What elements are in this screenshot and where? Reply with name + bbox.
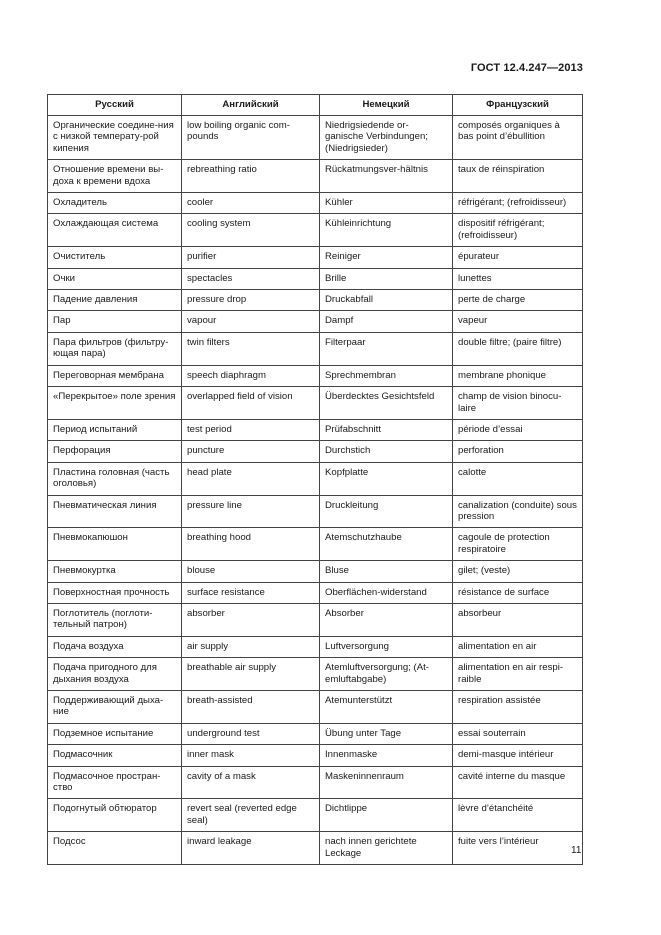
- table-row: [48, 116, 583, 160]
- term-russian: Подача воздуха: [48, 636, 182, 657]
- term-german: Kühleinrichtung: [320, 214, 453, 247]
- term-english: speech diaphragm: [182, 365, 320, 386]
- term-english: spectacles: [182, 268, 320, 289]
- term-french: gilet; (veste): [453, 561, 583, 582]
- table-row: [48, 419, 583, 440]
- table-row: [48, 766, 583, 799]
- term-german: Kühler: [320, 193, 453, 214]
- term-english: air supply: [182, 636, 320, 657]
- term-german: Dampf: [320, 311, 453, 332]
- term-french: lèvre d’étanchéité: [453, 799, 583, 832]
- term-english: cooler: [182, 193, 320, 214]
- column-header-german: Немецкий: [320, 95, 453, 116]
- table-row: [48, 193, 583, 214]
- table-row: [48, 495, 583, 528]
- term-french: lunettes: [453, 268, 583, 289]
- term-french: résistance de surface: [453, 582, 583, 603]
- term-russian: Подача пригодного для дыхания воздуха: [48, 658, 182, 691]
- term-english: purifier: [182, 247, 320, 268]
- table-body: [48, 116, 583, 865]
- term-english: cooling system: [182, 214, 320, 247]
- column-header-russian: Русский: [48, 95, 182, 116]
- term-english: cavity of a mask: [182, 766, 320, 799]
- term-russian: «Перекрытое» поле зрения: [48, 387, 182, 420]
- term-english: absorber: [182, 603, 320, 636]
- table-row: [48, 561, 583, 582]
- term-german: nach innen gerichtete Leckage: [320, 832, 453, 865]
- term-english: breath-assisted: [182, 691, 320, 724]
- term-russian: Поверхностная прочность: [48, 582, 182, 603]
- term-russian: Падение давления: [48, 290, 182, 311]
- table-header-row: [48, 95, 583, 116]
- term-german: Sprechmembran: [320, 365, 453, 386]
- term-french: canalization (conduite) sous pression: [453, 495, 583, 528]
- term-english: blouse: [182, 561, 320, 582]
- term-english: test period: [182, 419, 320, 440]
- term-russian: Пневмокапюшон: [48, 528, 182, 561]
- term-german: Brille: [320, 268, 453, 289]
- term-russian: Подмасочник: [48, 745, 182, 766]
- term-russian: Очиститель: [48, 247, 182, 268]
- term-russian: Пневматическая линия: [48, 495, 182, 528]
- term-german: Reiniger: [320, 247, 453, 268]
- term-french: calotte: [453, 462, 583, 495]
- table-row: [48, 745, 583, 766]
- term-english: vapour: [182, 311, 320, 332]
- term-french: épurateur: [453, 247, 583, 268]
- table-row: [48, 832, 583, 865]
- term-german: Atemschutzhaube: [320, 528, 453, 561]
- term-english: overlapped field of vision: [182, 387, 320, 420]
- table-row: [48, 311, 583, 332]
- term-french: vapeur: [453, 311, 583, 332]
- table-row: [48, 799, 583, 832]
- term-english: rebreathing ratio: [182, 160, 320, 193]
- term-russian: Период испытаний: [48, 419, 182, 440]
- term-french: alimentation en air respi-raible: [453, 658, 583, 691]
- term-english: head plate: [182, 462, 320, 495]
- term-russian: Отношение времени вы-доха к времени вдоха: [48, 160, 182, 193]
- term-russian: Охладитель: [48, 193, 182, 214]
- term-english: puncture: [182, 441, 320, 462]
- term-german: Durchstich: [320, 441, 453, 462]
- table-row: [48, 441, 583, 462]
- term-german: Rückatmungsver-hältnis: [320, 160, 453, 193]
- term-french: fuite vers l’intérieur: [453, 832, 583, 865]
- term-russian: Охлаждающая система: [48, 214, 182, 247]
- term-german: Überdecktes Gesichtsfeld: [320, 387, 453, 420]
- term-english: underground test: [182, 723, 320, 744]
- term-french: champ de vision binocu-laire: [453, 387, 583, 420]
- term-russian: Подогнутый обтюратор: [48, 799, 182, 832]
- table-row: [48, 365, 583, 386]
- term-english: inner mask: [182, 745, 320, 766]
- term-french: alimentation en air: [453, 636, 583, 657]
- term-russian: Пластина головная (часть оголовья): [48, 462, 182, 495]
- term-english: pressure line: [182, 495, 320, 528]
- term-french: composés organiques à bas point d’ébullition: [453, 116, 583, 160]
- table-row: [48, 268, 583, 289]
- term-german: Dichtlippe: [320, 799, 453, 832]
- term-russian: Пневмокуртка: [48, 561, 182, 582]
- table-row: [48, 528, 583, 561]
- term-french: essai souterrain: [453, 723, 583, 744]
- table-row: [48, 214, 583, 247]
- term-russian: Подмасочное простран-ство: [48, 766, 182, 799]
- term-english: surface resistance: [182, 582, 320, 603]
- term-russian: Поглотитель (поглоти-тельный патрон): [48, 603, 182, 636]
- term-german: Kopfplatte: [320, 462, 453, 495]
- term-russian: Подземное испытание: [48, 723, 182, 744]
- term-english: low boiling organic com-pounds: [182, 116, 320, 160]
- glossary-table: [47, 94, 583, 865]
- term-english: twin filters: [182, 332, 320, 365]
- term-english: breathable air supply: [182, 658, 320, 691]
- term-german: Maskeninnenraum: [320, 766, 453, 799]
- term-french: cagoule de protection respiratoire: [453, 528, 583, 561]
- term-german: Oberflächen-widerstand: [320, 582, 453, 603]
- term-russian: Переговорная мембрана: [48, 365, 182, 386]
- table-row: [48, 332, 583, 365]
- term-russian: Перфорация: [48, 441, 182, 462]
- term-french: réfrigérant; (refroidisseur): [453, 193, 583, 214]
- term-german: Bluse: [320, 561, 453, 582]
- term-english: inward leakage: [182, 832, 320, 865]
- page-number: 11: [571, 845, 582, 856]
- term-french: taux de réinspiration: [453, 160, 583, 193]
- table-row: [48, 636, 583, 657]
- term-german: Niedrigsiedende or-ganische Verbindungen; (Niedrigsieder): [320, 116, 453, 160]
- term-russian: Подсос: [48, 832, 182, 865]
- term-german: Druckabfall: [320, 290, 453, 311]
- table-row: [48, 247, 583, 268]
- table-row: [48, 387, 583, 420]
- term-french: perforation: [453, 441, 583, 462]
- table-row: [48, 658, 583, 691]
- term-german: Übung unter Tage: [320, 723, 453, 744]
- table-header: [48, 95, 583, 116]
- term-german: Atemluftversorgung; (At-emluftabgabe): [320, 658, 453, 691]
- table-row: [48, 462, 583, 495]
- term-french: respiration assistée: [453, 691, 583, 724]
- term-french: absorbeur: [453, 603, 583, 636]
- term-russian: Органические соедине-ния с низкой температу-рой кипения: [48, 116, 182, 160]
- term-german: Absorber: [320, 603, 453, 636]
- term-german: Filterpaar: [320, 332, 453, 365]
- term-french: membrane phonique: [453, 365, 583, 386]
- table-row: [48, 691, 583, 724]
- table-row: [48, 160, 583, 193]
- term-russian: Поддерживающий дыха-ние: [48, 691, 182, 724]
- term-german: Prüfabschnitt: [320, 419, 453, 440]
- term-german: Luftversorgung: [320, 636, 453, 657]
- term-german: Atemunterstützt: [320, 691, 453, 724]
- term-french: cavité interne du masque: [453, 766, 583, 799]
- term-french: dispositif réfrigérant; (refroidisseur): [453, 214, 583, 247]
- term-german: Innenmaske: [320, 745, 453, 766]
- term-french: période d’essai: [453, 419, 583, 440]
- table-row: [48, 603, 583, 636]
- column-header-english: Английский: [182, 95, 320, 116]
- table-row: [48, 582, 583, 603]
- term-english: revert seal (reverted edge seal): [182, 799, 320, 832]
- term-russian: Пар: [48, 311, 182, 332]
- term-german: Druckleitung: [320, 495, 453, 528]
- document-standard-number: ГОСТ 12.4.247—2013: [470, 62, 583, 74]
- table-row: [48, 723, 583, 744]
- column-header-french: Французский: [453, 95, 583, 116]
- term-russian: Очки: [48, 268, 182, 289]
- term-english: breathing hood: [182, 528, 320, 561]
- term-french: double filtre; (paire filtre): [453, 332, 583, 365]
- term-english: pressure drop: [182, 290, 320, 311]
- table-row: [48, 290, 583, 311]
- term-russian: Пара фильтров (фильтру-ющая пара): [48, 332, 182, 365]
- term-french: demi-masque intérieur: [453, 745, 583, 766]
- term-french: perte de charge: [453, 290, 583, 311]
